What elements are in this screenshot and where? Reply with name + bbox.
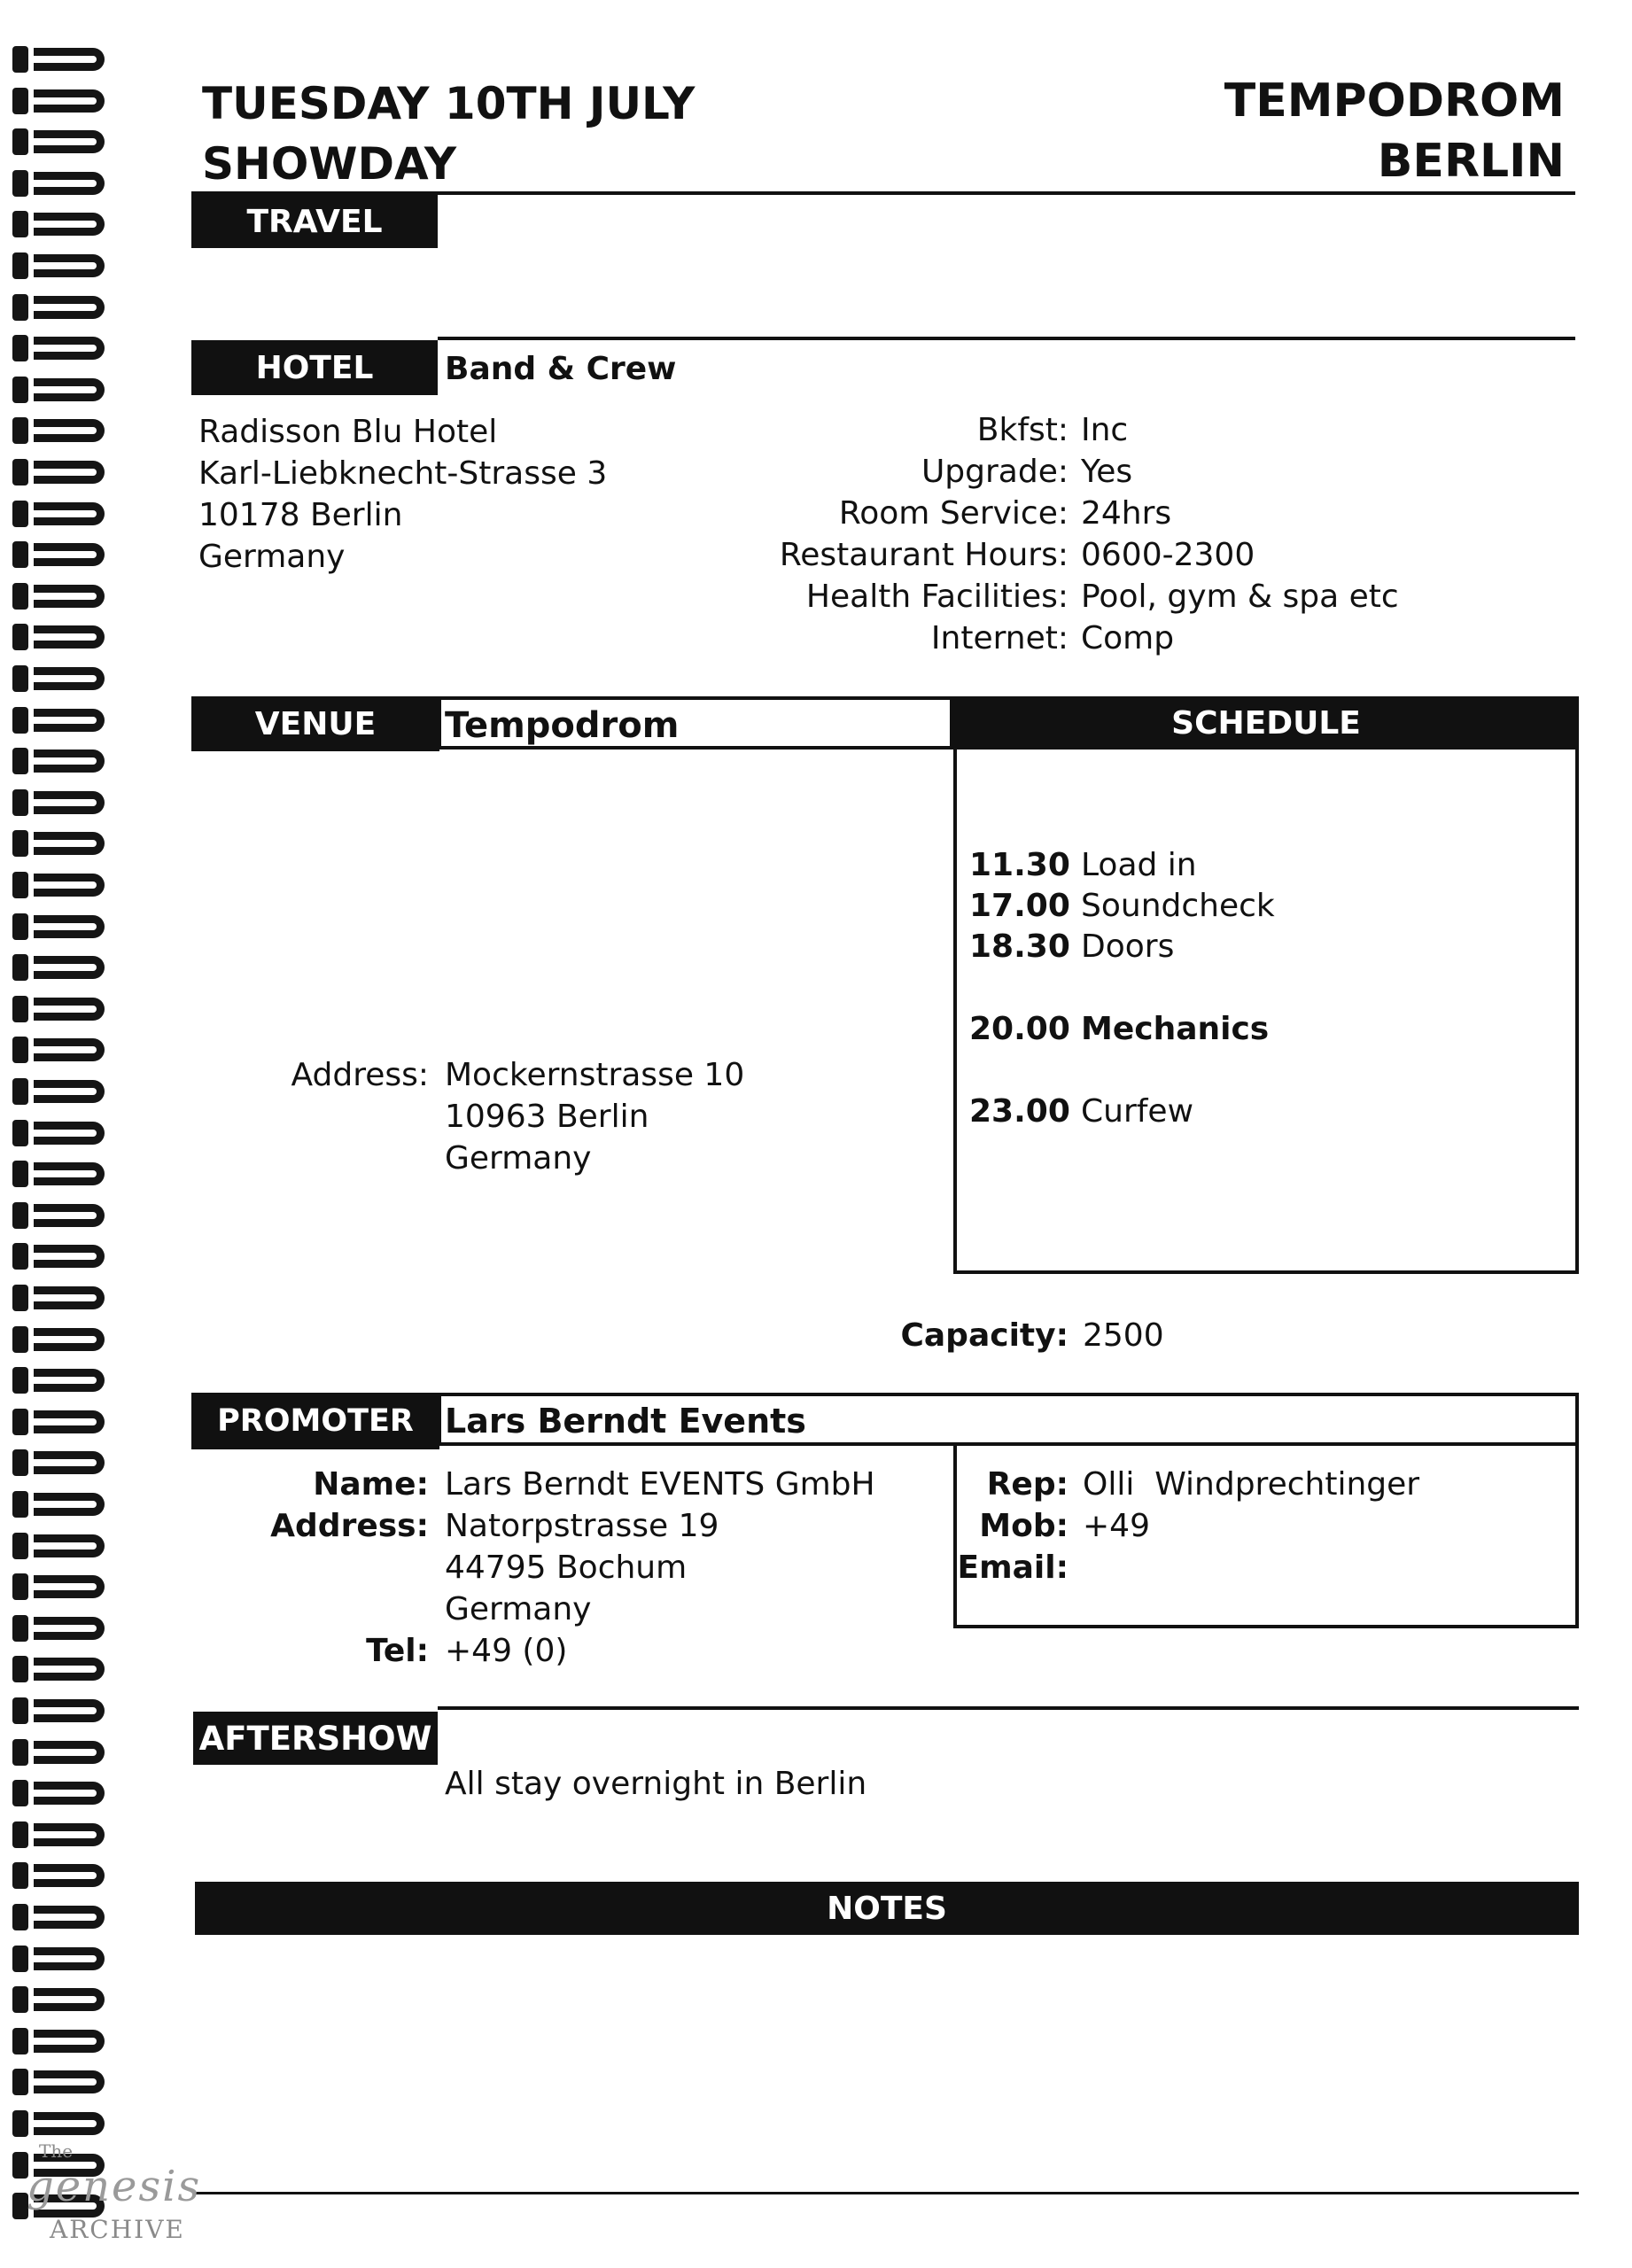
aftershow-rule: [438, 1706, 1579, 1710]
binding-coil: [34, 1204, 105, 1227]
binding-ring: [12, 417, 28, 444]
binding-ring: [12, 1697, 28, 1724]
detail-label: Health Facilities:: [805, 579, 1069, 615]
schedule-event: Curfew: [1081, 1093, 1194, 1130]
venue-address-line: 10963 Berlin: [445, 1099, 649, 1135]
schedule-event: Load in: [1081, 847, 1197, 883]
promoter-address-line: 44795 Bochum: [445, 1550, 688, 1586]
archive-logo: genesis: [27, 2162, 202, 2211]
binding-ring: [12, 501, 28, 527]
tel-value: +49 (0): [445, 1633, 568, 1669]
hotel-address: [198, 411, 607, 578]
binding-ring: [12, 1615, 28, 1642]
binding-ring: [12, 1739, 28, 1766]
binding-coil: [34, 378, 105, 401]
spiral-binding: [0, 0, 124, 2268]
schedule-item: [969, 928, 1174, 965]
binding-coil: [34, 419, 105, 442]
binding-ring: [12, 1862, 28, 1889]
schedule-item: [969, 1011, 1269, 1047]
binding-coil: [34, 1988, 105, 2011]
binding-ring: [12, 294, 28, 321]
binding-coil: [34, 1947, 105, 1970]
detail-value: Comp: [1081, 620, 1175, 656]
detail-label: Room Service:: [838, 495, 1069, 532]
binding-ring: [12, 2028, 28, 2054]
binding-coil: [34, 1286, 105, 1309]
binding-ring: [12, 1202, 28, 1229]
binding-coil: [34, 585, 105, 608]
binding-coil: [34, 254, 105, 277]
binding-coil: [34, 832, 105, 855]
binding-coil: [34, 1080, 105, 1103]
binding-ring: [12, 872, 28, 898]
binding-ring: [12, 252, 28, 279]
watermark-suffix: ARCHIVE: [50, 2215, 185, 2244]
hotel-address-line: 10178 Berlin: [198, 497, 403, 533]
detail-value: Pool, gym & spa etc: [1081, 579, 1399, 615]
binding-ring: [12, 1656, 28, 1682]
hotel-detail-values: [1081, 409, 1399, 659]
hotel-heading: HOTEL: [191, 340, 438, 395]
binding-coil: [34, 1699, 105, 1722]
rep-label: Rep:: [986, 1466, 1069, 1503]
binding-ring: [12, 1285, 28, 1311]
binding-coil: [34, 48, 105, 71]
binding-ring: [12, 1821, 28, 1848]
binding-coil: [34, 130, 105, 153]
binding-coil: [34, 461, 105, 484]
promoter-labels: [270, 1464, 429, 1672]
binding-coil: [34, 1493, 105, 1516]
binding-ring: [12, 1533, 28, 1559]
bottom-rule: [195, 2192, 1579, 2194]
promoter-address-line: Germany: [445, 1591, 592, 1627]
hotel-address-line: Radisson Blu Hotel: [198, 414, 498, 450]
contact-labels: [958, 1464, 1069, 1588]
binding-coil: [34, 625, 105, 649]
binding-coil: [34, 1864, 105, 1887]
schedule-time: 23.00: [969, 1093, 1070, 1130]
binding-coil: [34, 791, 105, 814]
binding-ring: [12, 830, 28, 857]
schedule-item: [969, 888, 1275, 924]
name-value: Lars Berndt EVENTS GmbH: [445, 1466, 875, 1503]
binding-ring: [12, 665, 28, 692]
tel-label: Tel:: [366, 1633, 429, 1669]
schedule-event: Soundcheck: [1081, 888, 1275, 924]
promoter-values: [445, 1464, 875, 1672]
hotel-detail-labels: [780, 409, 1069, 659]
binding-ring: [12, 624, 28, 650]
venue-address-line: Germany: [445, 1140, 592, 1177]
binding-ring: [12, 377, 28, 403]
binding-coil: [34, 1369, 105, 1392]
binding-ring: [12, 1078, 28, 1105]
binding-coil: [34, 1245, 105, 1268]
watermark-prefix: The: [39, 2140, 74, 2162]
binding-ring: [12, 913, 28, 940]
binding-coil: [34, 1038, 105, 1061]
binding-coil: [34, 1410, 105, 1433]
binding-ring: [12, 1037, 28, 1063]
binding-ring: [12, 1986, 28, 2013]
binding-ring: [12, 1409, 28, 1435]
binding-coil: [34, 709, 105, 732]
venue-address: [445, 1054, 744, 1179]
binding-ring: [12, 335, 28, 361]
aftershow-text: All stay overnight in Berlin: [445, 1766, 867, 1802]
binding-coil: [34, 1782, 105, 1805]
travel-heading: TRAVEL: [191, 195, 438, 248]
schedule-event: Doors: [1081, 928, 1175, 965]
binding-coil: [34, 1534, 105, 1557]
binding-coil: [34, 956, 105, 979]
binding-ring: [12, 1243, 28, 1270]
detail-value: Yes: [1081, 454, 1133, 490]
binding-coil: [34, 213, 105, 236]
binding-ring: [12, 1491, 28, 1518]
schedule-list: [969, 847, 1554, 1184]
binding-coil: [34, 1451, 105, 1474]
schedule-event: Mechanics: [1081, 1011, 1270, 1047]
detail-label: Upgrade:: [921, 454, 1069, 490]
binding-ring: [12, 954, 28, 981]
notes-heading: NOTES: [195, 1882, 1579, 1935]
binding-ring: [12, 789, 28, 816]
binding-coil: [34, 2070, 105, 2093]
binding-coil: [34, 502, 105, 525]
hotel-address-line: Karl-Liebknecht-Strasse 3: [198, 455, 608, 492]
hotel-subheading: Band & Crew: [445, 351, 677, 387]
binding-ring: [12, 1161, 28, 1187]
binding-coil: [34, 543, 105, 566]
binding-coil: [34, 1122, 105, 1145]
promoter-company: Lars Berndt Events: [445, 1402, 806, 1441]
binding-ring: [12, 748, 28, 774]
aftershow-heading: AFTERSHOW: [193, 1712, 438, 1765]
binding-ring: [12, 583, 28, 610]
schedule-heading: SCHEDULE: [953, 696, 1579, 750]
detail-label: Bkfst:: [976, 412, 1069, 448]
binding-ring: [12, 2110, 28, 2137]
binding-coil: [34, 1162, 105, 1185]
detail-value: Inc: [1081, 412, 1129, 448]
schedule-item: [969, 847, 1197, 883]
email-value: [1083, 1547, 1419, 1588]
binding-ring: [12, 46, 28, 73]
detail-label: Internet:: [930, 620, 1069, 656]
schedule-time: 20.00: [969, 1011, 1070, 1047]
schedule-time: 11.30: [969, 847, 1070, 883]
email-label: Email:: [957, 1550, 1069, 1586]
binding-ring: [12, 707, 28, 734]
binding-coil: [34, 172, 105, 195]
venue-name: Tempodrom: [445, 705, 680, 746]
detail-value: 24hrs: [1081, 495, 1172, 532]
promoter-heading: PROMOTER: [191, 1393, 439, 1449]
binding-coil: [34, 296, 105, 319]
mob-value: +49: [1083, 1508, 1150, 1544]
binding-ring: [12, 128, 28, 155]
binding-coil: [34, 2112, 105, 2135]
day-type-title: SHOWDAY: [202, 138, 457, 190]
binding-coil: [34, 1906, 105, 1929]
schedule-time: 18.30: [969, 928, 1070, 965]
schedule-item: [969, 1093, 1193, 1130]
binding-coil: [34, 1741, 105, 1764]
binding-coil: [34, 1658, 105, 1681]
binding-coil: [34, 1823, 105, 1846]
binding-coil: [34, 874, 105, 897]
binding-ring: [12, 1573, 28, 1600]
schedule-time: 17.00: [969, 888, 1070, 924]
hotel-rule: [438, 337, 1575, 340]
binding-ring: [12, 88, 28, 114]
binding-ring: [12, 541, 28, 568]
binding-ring: [12, 1367, 28, 1394]
binding-coil: [34, 1575, 105, 1598]
binding-ring: [12, 211, 28, 237]
binding-coil: [34, 667, 105, 690]
binding-coil: [34, 1617, 105, 1640]
venue-address-line: Mockernstrasse 10: [445, 1057, 745, 1093]
binding-coil: [34, 915, 105, 938]
promoter-address-line: Natorpstrasse 19: [445, 1508, 719, 1544]
date-title: TUESDAY 10TH JULY: [202, 78, 696, 129]
binding-coil: [34, 750, 105, 773]
hotel-address-line: Germany: [198, 539, 346, 575]
binding-ring: [12, 459, 28, 485]
binding-ring: [12, 1946, 28, 1972]
binding-ring: [12, 1904, 28, 1930]
detail-label: Restaurant Hours:: [779, 537, 1069, 573]
binding-ring: [12, 170, 28, 197]
venue-heading: VENUE: [191, 696, 439, 751]
binding-coil: [34, 89, 105, 113]
contact-values: [1083, 1464, 1419, 1588]
city-title: BERLIN: [1377, 135, 1565, 188]
address-label: Address:: [270, 1508, 429, 1544]
binding-coil: [34, 998, 105, 1021]
binding-ring: [12, 1120, 28, 1146]
venue-title: TEMPODROM: [1224, 74, 1565, 128]
binding-ring: [12, 2069, 28, 2095]
binding-ring: [12, 1326, 28, 1353]
capacity-value: 2500: [1083, 1317, 1164, 1354]
name-label: Name:: [313, 1466, 429, 1503]
binding-ring: [12, 1780, 28, 1806]
rep-value: Olli Windprechtinger: [1083, 1466, 1420, 1503]
binding-coil: [34, 2030, 105, 2053]
binding-ring: [12, 1449, 28, 1476]
mob-label: Mob:: [979, 1508, 1069, 1544]
detail-value: 0600-2300: [1081, 537, 1255, 573]
capacity-label: Capacity:: [900, 1317, 1069, 1354]
venue-address-label: Address:: [291, 1057, 429, 1093]
binding-ring: [12, 996, 28, 1022]
binding-coil: [34, 337, 105, 360]
binding-coil: [34, 1328, 105, 1351]
